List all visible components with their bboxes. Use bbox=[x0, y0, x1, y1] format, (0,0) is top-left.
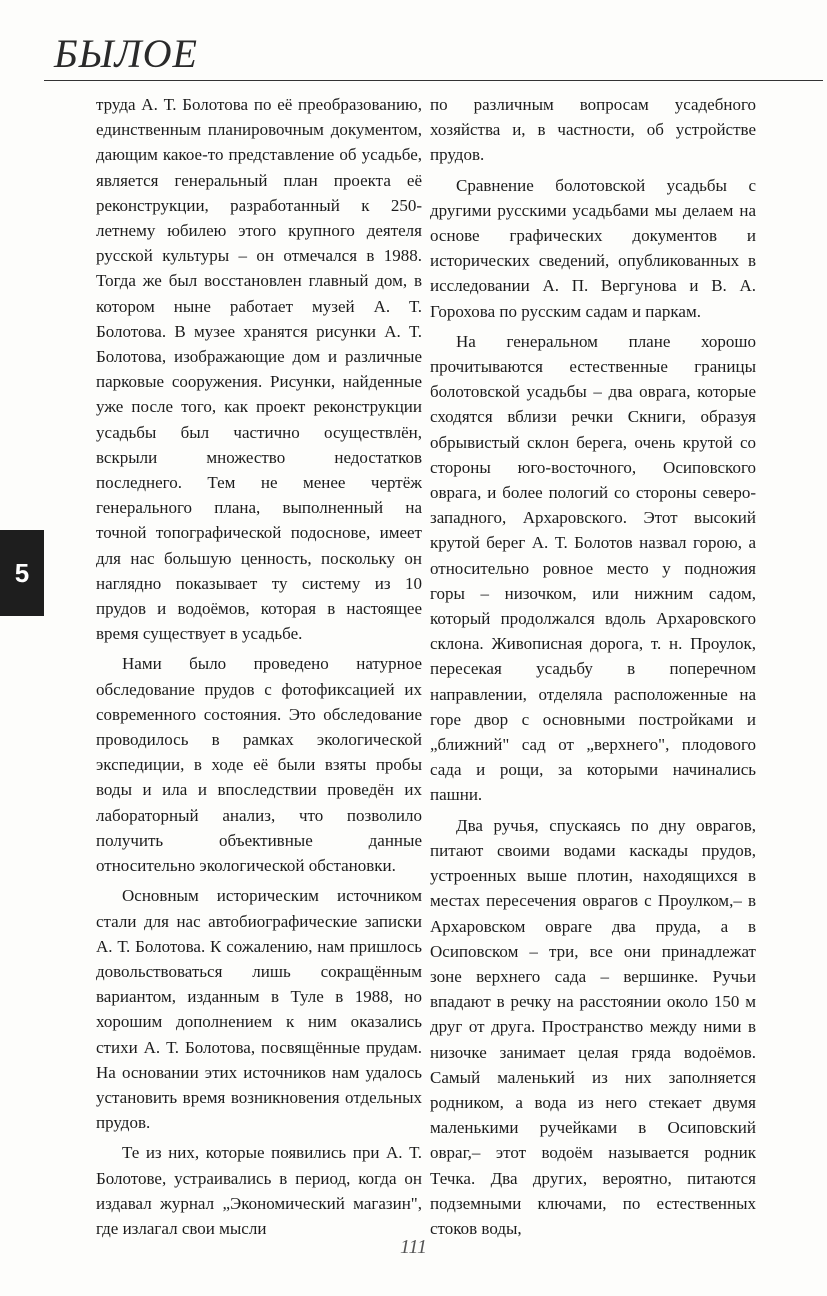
paragraph: Нами было проведено натурное обследование прудов с фотофиксацией их современного состояния. Это обследование проводилось в рамках экологической экспедиции, в ходе её были взяты пробы воды и ила и впоследствии проведён их лабораторный анализ, что позволило получить объективные данные относительно экологической обстановки. bbox=[96, 654, 422, 876]
section-number-tab: 5 bbox=[0, 530, 44, 616]
paragraph: Два ручья, спускаясь по дну оврагов, питают своими водами каскады прудов, устроенных выше плотин, находящихся в местах пересечения оврагов с Проулком,– в Архаровском овраге два пруда, а в Осиповском – три, все они принадлежат зоне верхнего сада – вершинке. Ручьи впадают в речку на расстоянии около 150 м друг от друга. Пространство между ними в низочке занимает целая гряда водоёмов. Самый маленький из них заполняется родником, а вода из него стекает двумя маленькими ручейками в Осиповский овраг,– этот водоём называется родник Течка. Два других, вероятно, питаются подземными ключами, по естественных стоков воды, bbox=[430, 815, 756, 1238]
page-number: 111 bbox=[399, 1236, 428, 1258]
paragraph: Те из них, которые появились при А. Т. Болотове, устраивались в период, когда он издавал журнал „Экономический магазин", где излагал свои мысли bbox=[96, 1143, 422, 1238]
paragraph: Основным историческим источником стали для нас автобиографические записки А. Т. Болотова. К сожалению, нам пришлось довольствоваться лишь сокращённым вариантом, изданным в Туле в 1988, но хорошим дополнением к ним оказались стихи А. Т. Болотова, посвящённые прудам. На основании этих источников нам удалось установить время возникновения отдельных прудов. bbox=[96, 886, 422, 1133]
left-column bbox=[96, 92, 422, 1246]
paragraph: труда А. Т. Болотова по её преобразованию, единственным планировочным документом, дающим какое-то представление об усадьбе, является генеральный план проекта её реконструкции, разработанный к 250-летнему юбилею этого крупного деятеля русской культуры – он отмечался в 1988. Тогда же был восстановлен главный дом, в котором ныне работает музей А. Т. Болотова. В музее хранятся рисунки А. Т. Болотова, изображающие дом и различные парковые сооружения. Рисунки, найденные уже после того, как проект реконструкции усадьбы был частично осуществлён, вскрыли множество недостатков последнего. Тем не менее чертёж генерального плана, выполненный на точной топографической подоснове, имеет для нас большую ценность, поскольку он наглядно показывает ту систему из 10 прудов и водоёмов, которая в настоящее время существует в усадьбе. bbox=[96, 95, 422, 644]
journal-title: БЫЛОЕ bbox=[54, 31, 198, 76]
header-rule bbox=[44, 80, 823, 81]
paragraph: На генеральном плане хорошо прочитываются естественные границы болотовской усадьбы – два оврага, которые сходятся вблизи речки Скниги, образуя обрывистый склон берега, очень крутой со стороны юго-восточного, Осиповского оврага, и более пологий со стороны северо-западного, Архаровского. Этот высокий крутой берег А. Т. Болотов назвал горою, а относительно ровное место у подножия горы – низочком, или нижним садом, который продолжался вдоль Архаровского склона. Живописная дорога, т. н. Проулок, пересекая усадьбу в поперечном направлении, отделяла расположенные на горе двор с основными постройками и „ближний" сад от „верхнего", плодового сада и рощи, за которыми начинались пашни. bbox=[430, 331, 756, 805]
paragraph: Сравнение болотовской усадьбы с другими русскими усадьбами мы делаем на основе графических документов и исторических сведений, опубликованных в исследовании А. П. Вергунова и В. А. Горохова по русским садам и паркам. bbox=[430, 175, 756, 321]
right-column bbox=[430, 92, 756, 1246]
paragraph: по различным вопросам усадебного хозяйства и, в частности, об устройстве прудов. bbox=[430, 95, 756, 165]
